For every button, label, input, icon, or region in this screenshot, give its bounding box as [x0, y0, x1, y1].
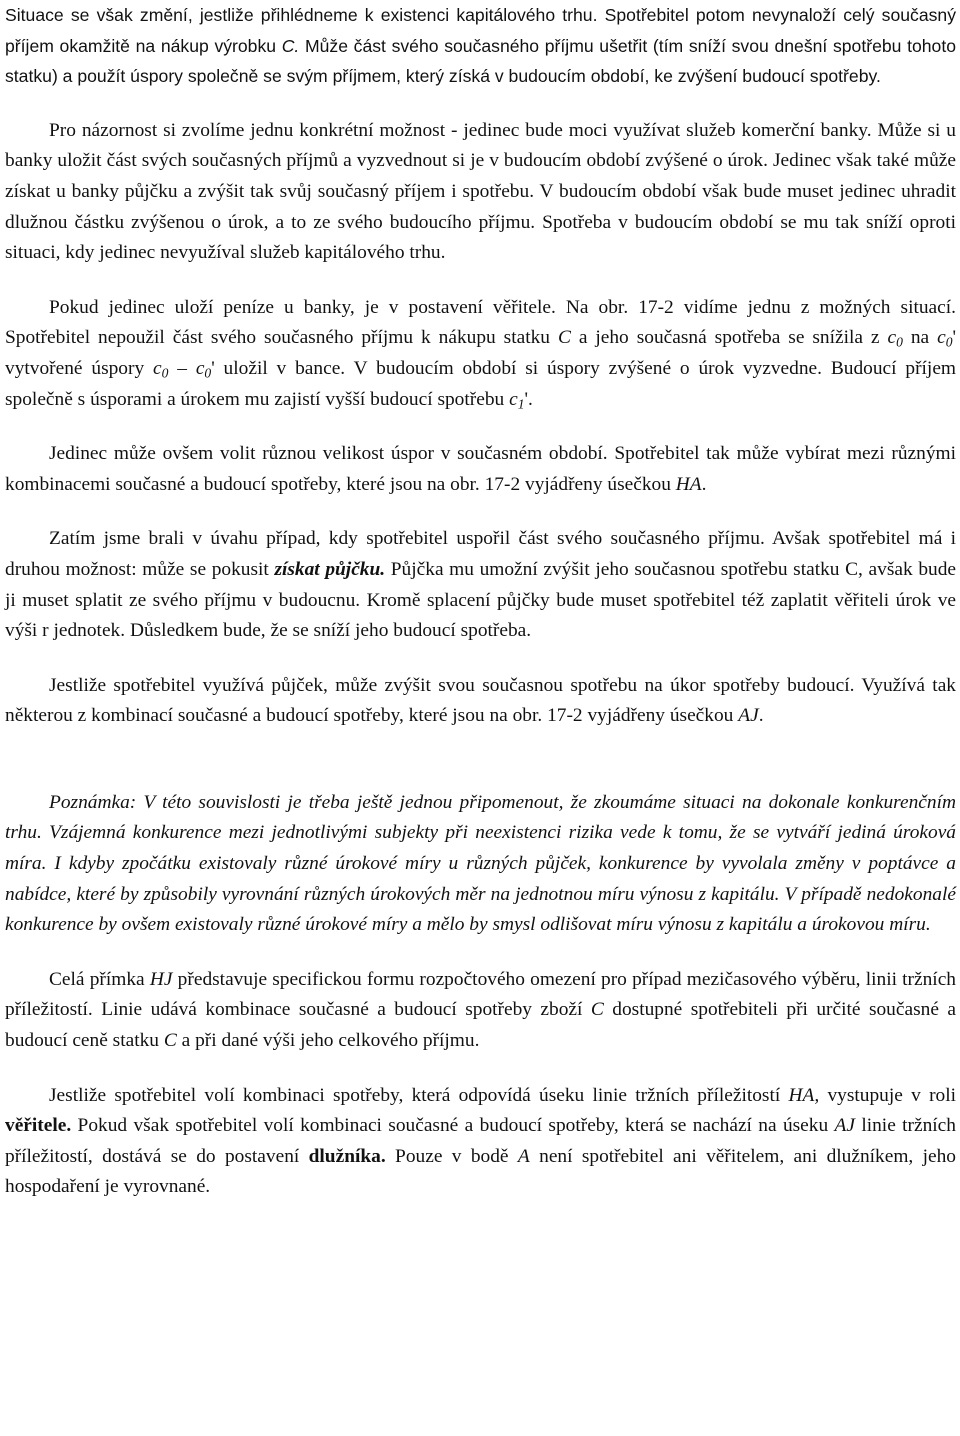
symbol-C: C [590, 999, 604, 1021]
paragraph-borrowing [5, 671, 956, 732]
symbol-c: c [937, 327, 946, 349]
symbol-HJ: HJ [149, 968, 173, 990]
symbol-C: C [557, 327, 571, 349]
text-run: Pouze v bodě [385, 1145, 518, 1167]
text-run: Jedinec může ovšem volit různou velikost úspor v současném období. Spotřebitel tak může vybírat mezi různými kombinacemi současné a budoucí spotřeby, které jsou na obr. 17-2 vyjádřeny úsečkou [5, 443, 956, 495]
paragraph-creditor [5, 293, 956, 415]
paragraph-capital-market [5, 0, 956, 92]
prime: ' [211, 357, 215, 379]
text-run: . [701, 473, 707, 495]
symbol-c: c [153, 357, 162, 379]
text-run: Půjčka mu umožní zvýšit jeho současnou spotřebu statku C, avšak bude ji muset splatit ze svého příjmu v budoucnu. Kromě splacení půjčky bude muset spotřebitel též zaplatit věřiteli úrok ve výši r jednotek. Důsledkem bude, že se sníží jeho budoucí spotřeba. [5, 558, 957, 642]
paragraph-budget-line [5, 965, 956, 1057]
subscript: 0 [896, 334, 903, 350]
text-run: . [758, 705, 764, 727]
subscript: 0 [161, 365, 169, 381]
prime: ' [952, 327, 957, 349]
symbol-HA: HA [675, 473, 702, 495]
emphasis-debtor: dlužníka. [308, 1145, 386, 1167]
prime: '. [524, 388, 533, 410]
text-run: Pokud však spotřebitel volí kombinaci současné a budoucí spotřeby, která se nachází na úseku [71, 1115, 835, 1137]
text-run: vystupuje v roli [819, 1084, 956, 1106]
text-run: – [168, 357, 196, 379]
text-run: a při dané výši jeho celkového příjmu. [176, 1030, 480, 1052]
symbol-AJ: AJ [834, 1115, 855, 1137]
text-run: Pokud jedinec uloží peníze u banky, je v postavení věřitele. Na obr. 17-2 vidíme jednu z možných situací. Spotřebitel nepoužil část svého současného příjmu k nákupu statku [5, 296, 956, 349]
subscript: 0 [204, 365, 212, 381]
text-run: a jeho současná spotřeba se snížila z [570, 327, 888, 349]
text-run: Jestliže spotřebitel volí kombinaci spotřeby, která odpovídá úseku linie tržních příležitostí [49, 1084, 789, 1106]
paragraph-creditor-debtor [5, 1081, 956, 1203]
symbol-c: c [509, 388, 518, 410]
text-run: na [902, 327, 938, 349]
paragraph-loan [5, 524, 956, 646]
text-run: Může část svého současného příjmu ušetřit (tím sníží svou dnešní spotřebu tohoto statku) a použít úspory společně se svým příjmem, který získá v budoucím období, ke zvýšení budoucí spotřeby. [5, 35, 956, 87]
paragraph-savings-choice [5, 439, 956, 500]
note-paragraph: Poznámka: V této souvislosti je třeba ještě jednou připomenout, že zkoumáme situaci na dokonale konkurenčním trhu. Vzájemná konkurence mezi jednotlivými subjekty při neexistenci rizika vede k tomu, že se vytváří jediná úroková míra. I kdyby zpočátku existovaly různé úrokové míry u různých půjček, konkurence by vyvolala změny v poptávce a nabídce, které by způsobily vyrovnání různých úrokových měr na jednotnou míru výnosu z kapitálu. V případě nedokonalé konkurence by ovšem existovaly různé úrokové míry a mělo by smysl odlišovat míru výnosu z kapitálu a úrokovou míru. [5, 791, 956, 936]
text-run: Celá přímka [49, 968, 150, 990]
subscript: 1 [517, 395, 525, 411]
text-run: dostupné spotřebiteli při určité současné a budoucí ceně statku [5, 999, 956, 1052]
emphasis-creditor: věřitele. [5, 1115, 72, 1137]
text-run-italic: C. [281, 35, 300, 56]
text-run: Jestliže spotřebitel využívá půjček, může zvýšit svou současnou spotřebu na úkor spotřeby budoucí. Využívá tak některou z kombinací současné a budoucí spotřeby, které jsou na obr. 17-2 vyjádřeny úsečkou [5, 674, 956, 727]
text-run: není spotřebitel ani věřitelem, ani dlužníkem, jeho hospodaření je vyrovnané. [5, 1145, 957, 1198]
text-run: Situace se však změní, jestliže přihlédneme k existenci kapitálového trhu. Spotřebitel potom nevynaloží celý současný příjem okamžitě na nákup výrobku [5, 5, 956, 56]
paragraph-bank-example: Pro názornost si zvolíme jednu konkrétní možnost - jedinec bude moci využívat služeb komerční banky. Může si u banky uložit část svých současných příjmů a vyzvednout si je v budoucím období zvýšené o úrok. Jedinec však také může získat u banky půjčku a zvýšit tak svůj současný příjem i spotřebu. V budoucím období však bude muset jedinec uhradit dlužnou částku zvýšenou o úrok, a to ze svého budoucího příjmu. Spotřeba v budoucím období se mu tak sníží oproti situaci, kdy jedinec nevyužíval služeb kapitálového trhu. [5, 119, 956, 264]
text-run: uložil v bance. V budoucím období si úspory zvýšené o úrok vyzvedne. Budoucí příjem společně s úsporami a úrokem mu zajistí vyšší budoucí spotřebu [5, 357, 957, 410]
emphasis-loan: získat půjčku. [274, 558, 386, 580]
symbol-c: c [195, 357, 205, 379]
symbol-AJ: AJ [738, 705, 759, 727]
text-run: Zatím jsme brali v úvahu případ, kdy spotřebitel uspořil část svého současného příjmu. Avšak spotřebitel má i druhou možnost: může se pokusit [5, 528, 956, 580]
subscript: 0 [945, 334, 953, 350]
text-run: linie tržních příležitostí, dostává se do postavení [5, 1115, 956, 1167]
text-run: vytvořené úspory [5, 357, 154, 379]
symbol-C: C [163, 1030, 177, 1052]
symbol-c: c [887, 327, 897, 349]
text-run: představuje specifickou formu rozpočtového omezení pro případ mezičasového výběru, linii tržních příležitostí. Linie udává kombinace současné a budoucí spotřeby zboží [5, 968, 956, 1021]
symbol-A: A [517, 1145, 530, 1167]
symbol-HA: HA, [788, 1084, 820, 1106]
